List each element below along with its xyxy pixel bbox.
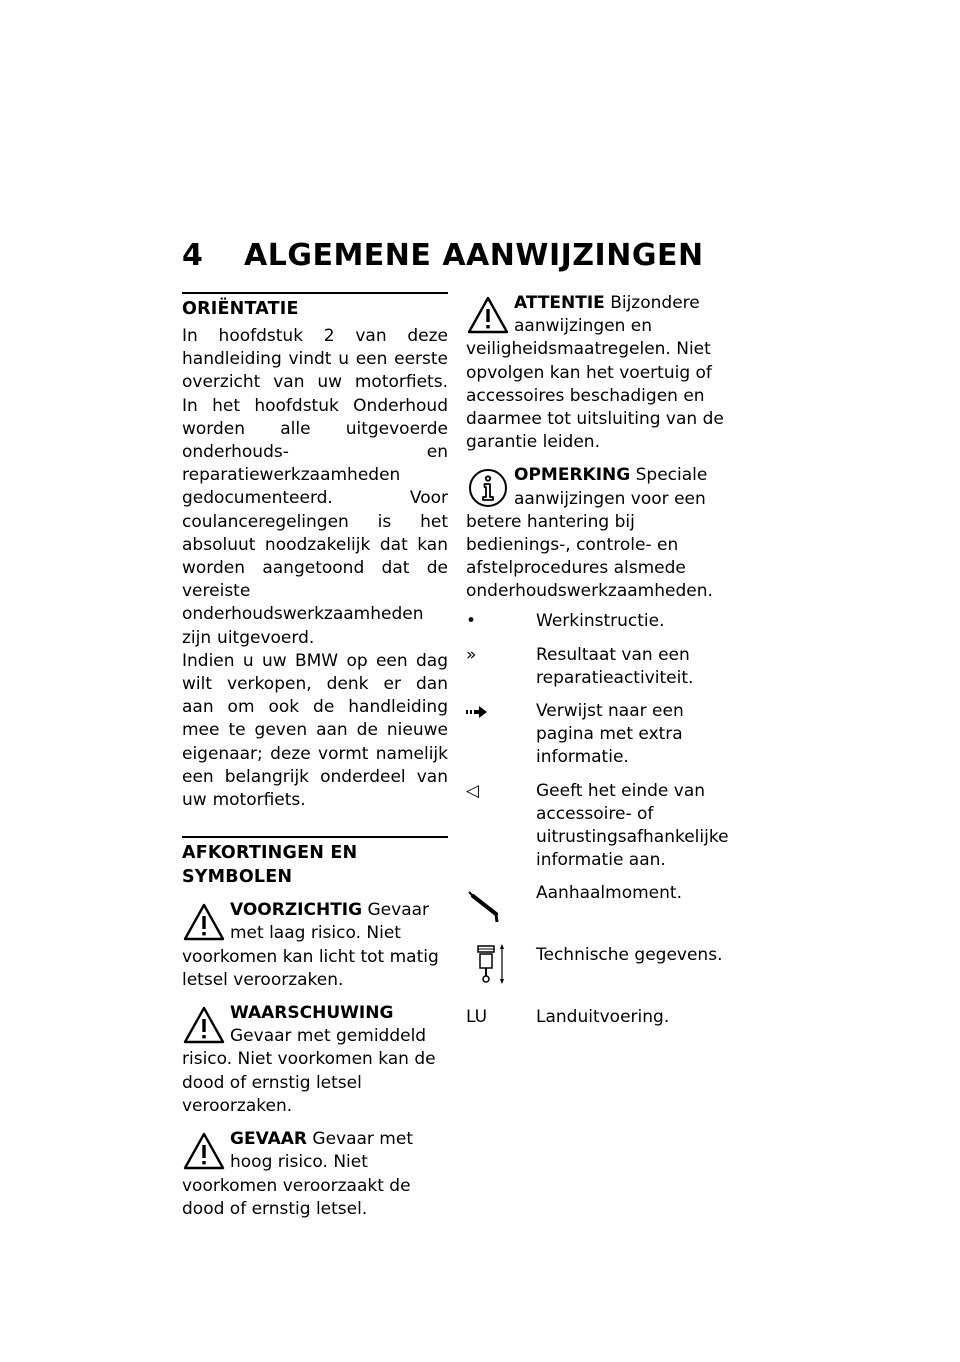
right-column xyxy=(466,292,738,1040)
page-reference-arrow-icon xyxy=(466,700,536,770)
notice-description: Speciale aanwijzingen voor een betere hantering bij bedienings-, controle- en afstelprocedures alsmede onderhoudswerkzaamheden. xyxy=(466,465,713,602)
warning-triangle-icon xyxy=(182,1130,226,1174)
legend-row-end-marker xyxy=(466,780,738,873)
legend-row-result xyxy=(466,644,738,690)
technical-data-icon xyxy=(466,944,536,996)
legend-text: Technische gegevens. xyxy=(536,945,723,966)
section-heading-orientation: ORIËNTATIE xyxy=(182,292,448,321)
notice-gevaar xyxy=(182,1128,448,1221)
legend-row-torque xyxy=(466,882,738,934)
warning-triangle-icon xyxy=(182,901,226,945)
bullet-icon: • xyxy=(466,610,477,631)
notice-keyword: GEVAAR xyxy=(230,1129,307,1150)
info-icon xyxy=(466,466,510,510)
country-code-label: LU xyxy=(466,1007,488,1028)
notice-keyword: VOORZICHTIG xyxy=(230,900,363,921)
orientation-paragraph-2: Indien u uw BMW op een dag wilt verkopen, denk er dan aan om ook de handleiding mee te geven aan de nieuwe eigenaar; deze vormt namelijk een belangrijk onderdeel van uw motorfiets. xyxy=(182,650,448,811)
legend-row-technical-data xyxy=(466,944,738,996)
notice-opmerking xyxy=(466,464,738,603)
notice-keyword: ATTENTIE xyxy=(514,293,605,313)
legend-row-instruction xyxy=(466,610,738,634)
legend-text: Resultaat van een reparatieactiviteit. xyxy=(536,644,694,688)
warning-triangle-icon xyxy=(182,1004,226,1048)
legend-text: Werkinstructie. xyxy=(536,610,665,631)
result-icon: » xyxy=(466,644,477,665)
notice-keyword: WAARSCHUWING xyxy=(230,1003,394,1024)
notice-keyword: OPMERKING xyxy=(514,465,631,486)
chapter-title xyxy=(182,238,704,273)
legend-text: Geeft het einde van accessoire- of uitrustingsafhankelijke informatie aan. xyxy=(536,780,729,871)
notice-voorzichtig xyxy=(182,899,448,992)
left-column xyxy=(182,292,448,1221)
notice-description: Gevaar met laag risico. Niet voorkomen kan licht tot matig letsel veroorzaken. xyxy=(182,900,439,990)
end-marker-icon: ◁ xyxy=(466,780,480,801)
section-heading-abbreviations: AFKORTINGEN EN SYMBOLEN xyxy=(182,836,448,889)
notice-description: Gevaar met gemiddeld risico. Niet voorkomen kan de dood of ernstig letsel veroorzaken. xyxy=(182,1026,436,1116)
legend-row-country-version xyxy=(466,1006,738,1030)
legend-text: Verwijst naar een pagina met extra informatie. xyxy=(536,701,684,768)
legend-text: Landuitvoering. xyxy=(536,1007,670,1028)
chapter-number: 4 xyxy=(182,238,204,273)
notice-attentie xyxy=(466,292,738,454)
attention-triangle-icon xyxy=(466,294,510,338)
notice-description: Bijzondere aanwijzingen en veiligheidsmaatregelen. Niet opvolgen kan het voertuig of accessoires beschadigen en daarmee tot uitsluiting van de garantie leiden. xyxy=(466,293,724,453)
orientation-paragraph-1: In hoofdstuk 2 van deze handleiding vindt u een eerste overzicht van uw motorfiets. In het hoofdstuk Onderhoud worden alle uitgevoerde onderhouds- en reparatiewerkzaamheden gedocumenteerd. Voor coulanceregelingen is het absoluut noodzakelijk dat kan worden aangetoond dat de vereiste onderhoudswerkzaamheden zijn uitgevoerd. xyxy=(182,326,448,648)
notice-description: Gevaar met hoog risico. Niet voorkomen veroorzaakt de dood of ernstig letsel. xyxy=(182,1129,413,1219)
notice-waarschuwing xyxy=(182,1002,448,1118)
legend-text: Aanhaalmoment. xyxy=(536,883,682,904)
chapter-title-text: ALGEMENE AANWIJZINGEN xyxy=(244,238,704,273)
symbol-legend xyxy=(466,610,738,1031)
legend-row-page-reference xyxy=(466,700,738,770)
torque-wrench-icon xyxy=(466,882,536,934)
